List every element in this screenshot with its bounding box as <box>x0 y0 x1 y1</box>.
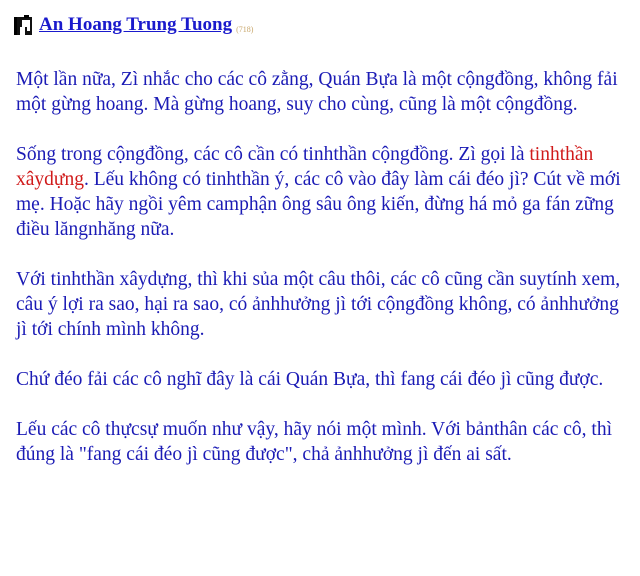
paragraph-1: Một lần nữa, Zì nhắc cho các cô zằng, Quán Bựa là một cộngđồng, không fải một gừng hoang. Mà gừng hoang, suy cho cùng, cũng là một cộngđồng. <box>16 69 618 115</box>
paragraph-5: Lếu các cô thựcsự muốn như vậy, hãy nói một mình. Với bảnthân các cô, thì đúng là "fang cái đéo jì cũng được", chả ảnhhưởng jì đến ai sất. <box>16 419 612 465</box>
paragraph-4: Chứ đéo fải các cô nghĩ đây là cái Quán Bựa, thì fang cái đéo jì cũng được. <box>16 369 604 390</box>
paragraph-2-after: . Lếu không có tinhthần ý, các cô vào đây làm cái đéo jì? Cút về mới mẹ. Hoặc hãy ngồi yêm camphận ông sâu ông kiến, đừng há mỏ ga fán zững điều lăngnhăng nữa. <box>16 169 621 240</box>
post-header <box>14 14 253 36</box>
highlighted-phrase: tinhthần xâydựng <box>16 144 594 190</box>
paragraph-2-before: Sống trong cộngđồng, các cô cần có tinhthần cộngđồng. Zì gọi là <box>16 144 530 165</box>
post-count: (718) <box>236 25 254 34</box>
paragraph-2 <box>16 142 628 242</box>
paragraph-3: Với tinhthần xâydựng, thì khi sủa một câu thôi, các cô cũng cần suytính xem, câu ý lợi ra sao, hại ra sao, có ảnhhưởng jì tới cộngđồng không, có ảnhhưởng jì tới chính mình không. <box>16 269 621 340</box>
author-name-link[interactable]: An Hoang Trung Tuong <box>39 14 233 35</box>
user-profile-icon[interactable] <box>14 14 34 36</box>
post-body <box>16 67 628 492</box>
